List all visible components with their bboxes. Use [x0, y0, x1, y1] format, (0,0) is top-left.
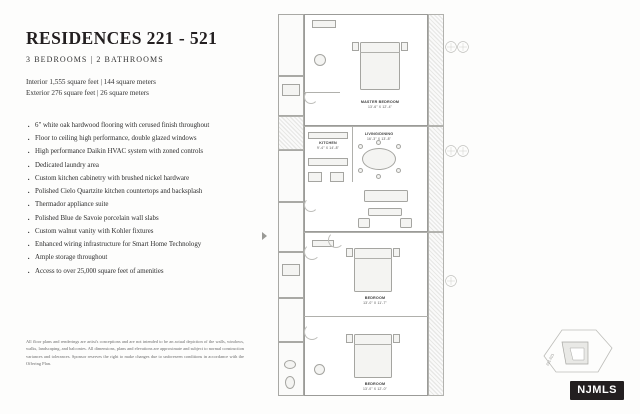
dining-table — [362, 148, 396, 170]
dresser — [312, 20, 336, 28]
room-name: KITCHEN — [319, 141, 337, 145]
armchair — [400, 218, 412, 228]
nightstand — [401, 42, 408, 51]
wall-divider — [304, 126, 428, 127]
door-swing — [304, 244, 320, 260]
dining-chair — [358, 168, 363, 173]
list-item: · Thermador appliance suite — [26, 198, 258, 211]
room-dimensions: 13'-0" X 12'-0" — [362, 387, 388, 392]
list-item: · Custom kitchen cabinetry with brushed nickel hardware — [26, 172, 258, 185]
armchair — [358, 218, 370, 228]
wall-divider — [304, 316, 428, 317]
key-plan — [540, 322, 618, 378]
floor-plan-drawing — [268, 8, 528, 400]
kitchen-island — [308, 158, 348, 166]
key-plan-label: 221-521 — [545, 352, 556, 367]
room-dimensions: 9'-4" X 14'-8" — [316, 146, 340, 151]
page-title: RESIDENCES 221 - 521 — [26, 28, 218, 48]
wall-divider — [304, 232, 428, 233]
interior-area: Interior 1,555 square feet | 144 square meters — [26, 77, 156, 86]
entry-arrow-icon — [262, 232, 267, 240]
terrace-living — [428, 126, 444, 232]
room-dimensions: 16'-3" X 13'-8" — [366, 137, 392, 142]
entry-foyer — [278, 14, 304, 76]
list-item: · Enhanced wiring infrastructure for Smart Home Technology — [26, 238, 258, 251]
nightstand — [346, 248, 353, 257]
room-dimensions: 13'-6" X 12'-4" — [367, 105, 393, 110]
residence-info-panel — [26, 30, 258, 278]
dining-chair — [358, 144, 363, 149]
room-name: BEDROOM — [364, 382, 386, 386]
room-name: LIVING/DINING — [364, 132, 394, 136]
kitchen-counter — [308, 132, 348, 139]
sink-fixture — [284, 360, 296, 369]
shower-fixture — [282, 84, 300, 96]
bathroom-upper — [278, 76, 304, 116]
closet-upper — [278, 116, 304, 150]
door-swing — [304, 198, 318, 212]
nightstand — [393, 334, 400, 343]
list-item: · Polished Cielo Quartzite kitchen countertops and backsplash — [26, 185, 258, 198]
njmls-logo: NJMLS — [570, 381, 624, 400]
terrace-bedrooms — [428, 232, 444, 396]
list-item: · Access to over 25,000 square feet of amenities — [26, 265, 258, 278]
terrace-master — [428, 14, 444, 126]
room-name: MASTER BEDROOM — [360, 100, 400, 104]
door-swing — [304, 90, 318, 104]
list-item: · Floor to ceiling high performance, double glazed windows — [26, 132, 258, 145]
room-dimensions: 13'-0" X 11'-7" — [363, 301, 387, 306]
wall-divider — [352, 126, 353, 182]
toilet-fixture — [285, 376, 295, 389]
dining-chair — [376, 174, 381, 179]
nightstand — [346, 334, 353, 343]
tree-symbol-icon — [444, 36, 470, 58]
features-list — [26, 119, 258, 278]
hall-closet — [278, 202, 304, 252]
room-label-kitchen — [308, 141, 348, 151]
sofa — [364, 190, 408, 202]
storage-room — [278, 298, 304, 342]
list-item: · 6" white oak hardwood flooring with cerused finish throughout — [26, 119, 258, 132]
list-item: · Ample storage throughout — [26, 251, 258, 264]
tree-symbol-icon — [444, 140, 470, 162]
door-swing — [328, 232, 344, 248]
area-summary — [26, 77, 258, 99]
list-item: · Dedicated laundry area — [26, 159, 258, 172]
room-label-living-dining — [354, 132, 404, 142]
dining-chair — [396, 168, 401, 173]
list-item: · High performance Daikin HVAC system with zoned controls — [26, 145, 258, 158]
nightstand — [393, 248, 400, 257]
room-label-bedroom-3 — [350, 382, 400, 392]
list-item: · Custom walnut vanity with Kohler fixtures — [26, 225, 258, 238]
room-label-master-bedroom — [352, 100, 408, 110]
range — [308, 172, 322, 182]
exterior-area: Exterior 276 square feet | 26 square meters — [26, 88, 149, 97]
disclaimer-text: All floor plans and renderings are artist's conceptions and are not intended to be an actual depiction of the walls, windows, walks, landscaping, and balconies. All dimensions, plans and elevations are approximate and subject to normal construction variances and tolerances. Sponsor reserves the right to make changes due to unforeseen conditions in accordance with the Offering Plan. — [26, 339, 244, 366]
tree-symbol-icon — [444, 270, 458, 292]
tub-fixture — [282, 264, 300, 276]
residence-subtitle: 3 BEDROOMS | 2 BATHROOMS — [26, 54, 164, 64]
side-table — [314, 54, 326, 66]
coffee-table — [368, 208, 402, 216]
bed-bedroom-2 — [354, 248, 392, 292]
refrigerator — [330, 172, 344, 182]
dining-chair — [396, 144, 401, 149]
bed-master — [360, 42, 400, 90]
door-swing — [304, 324, 320, 340]
room-label-bedroom-2 — [350, 296, 400, 306]
list-item: · Polished Blue de Savoie porcelain wall slabs — [26, 212, 258, 225]
side-table — [314, 364, 325, 375]
laundry-area — [278, 150, 304, 202]
room-name: BEDROOM — [364, 296, 386, 300]
nightstand — [352, 42, 359, 51]
bed-bedroom-3 — [354, 334, 392, 378]
